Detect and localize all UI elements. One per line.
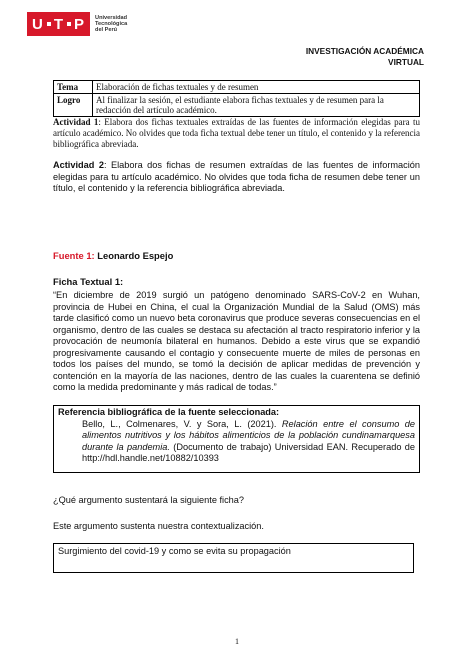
info-value: Al finalizar la sesión, el estudiante elabora fichas textuales y de resumen para la redacción del artículo académico. bbox=[93, 94, 420, 117]
course-header-line1: INVESTIGACIÓN ACADÉMICA bbox=[305, 46, 424, 56]
reference-work: Relación entre el consumo de alimentos nutritivos y los hábitos alimenticios de la población cundinamarquesa durante la pandemia. bbox=[82, 418, 415, 452]
fuente-label: Fuente 1: bbox=[53, 250, 95, 261]
info-table bbox=[53, 80, 420, 117]
answer-text: Este argumento sustenta nuestra contextualización. bbox=[53, 521, 264, 531]
reference-authors: Bello, L., Colmenares, V. y Sora, L. (2021). bbox=[82, 418, 282, 429]
info-key: Tema bbox=[54, 81, 93, 94]
reference-body bbox=[58, 419, 415, 465]
actividad-2 bbox=[53, 160, 420, 195]
fuente-name: Leonardo Espejo bbox=[94, 250, 174, 261]
fuente-heading bbox=[53, 250, 173, 261]
actividad-2-label: Actividad 2 bbox=[53, 160, 104, 170]
ficha-title: Ficha Textual 1: bbox=[53, 276, 124, 287]
logo-university-name: Universidad Tecnológica del Perú bbox=[95, 15, 128, 33]
course-header-line2: VIRTUAL bbox=[388, 57, 424, 67]
argument-box: Surgimiento del covid-19 y como se evita su propagación bbox=[53, 543, 414, 573]
reference-rest: (Documento de trabajo) Universidad EAN. Recuperado de http://hdl.handle.net/10882/10393 bbox=[82, 441, 415, 463]
info-key: Logro bbox=[54, 94, 93, 117]
info-row-tema bbox=[54, 81, 420, 94]
reference-box bbox=[53, 405, 420, 473]
actividad-1-text: : Elabora dos fichas textuales extraídas de las fuentes de información elegidas para tu artículo académico. No olvides que toda ficha textual debe tener un título, el contenido y la referencia bibliográfica abreviada. bbox=[53, 117, 420, 149]
ficha-quote: “En diciembre de 2019 surgió un patógeno denominado SARS-CoV-2 en Wuhan, provincia de Hubei en China, el cual la Organización Mundial de la Salud (OMS) más tarde clasificó como un nuevo beta coronavirus que produce severas consecuencias en el organismo, dentro de las cuales se destaca su afectación al tracto respiratorio inferior y la provocación de neumonía bilateral en humanos. Debido a este virus que se expandió progresivamente causando el contagio y consecuente muerte de miles de personas en todos los países del mundo, se tomó la decisión de aplicar medidas de prevención y contención en la mayoría de las naciones, dentro de las cuales la cuarentena se definió como la medida predominante y más radical de todas.” bbox=[53, 290, 420, 392]
utp-logo-mark bbox=[27, 12, 90, 36]
info-value: Elaboración de fichas textuales y de resumen bbox=[93, 81, 420, 94]
question-text: ¿Qué argumento sustentará la siguiente ficha? bbox=[53, 495, 245, 505]
actividad-2-text: : Elabora dos fichas de resumen extraídas de las fuentes de información elegidas para tu artículo académico. No olvides que toda ficha de resumen debe tener un título, el contenido y la referencia bibliográfica abreviada. bbox=[53, 160, 421, 193]
logo-letter-p: P bbox=[74, 15, 86, 33]
actividad-1 bbox=[53, 117, 420, 149]
info-row-logro bbox=[54, 94, 420, 117]
logo-letter-u: U bbox=[32, 15, 44, 33]
logo-letter-t: T bbox=[53, 15, 65, 33]
page-number: 1 bbox=[235, 637, 239, 646]
utp-logo bbox=[27, 11, 127, 37]
course-header bbox=[306, 46, 424, 68]
actividad-1-label: Actividad 1 bbox=[53, 117, 99, 127]
reference-title: Referencia bibliográfica de la fuente seleccionada: bbox=[58, 407, 280, 417]
